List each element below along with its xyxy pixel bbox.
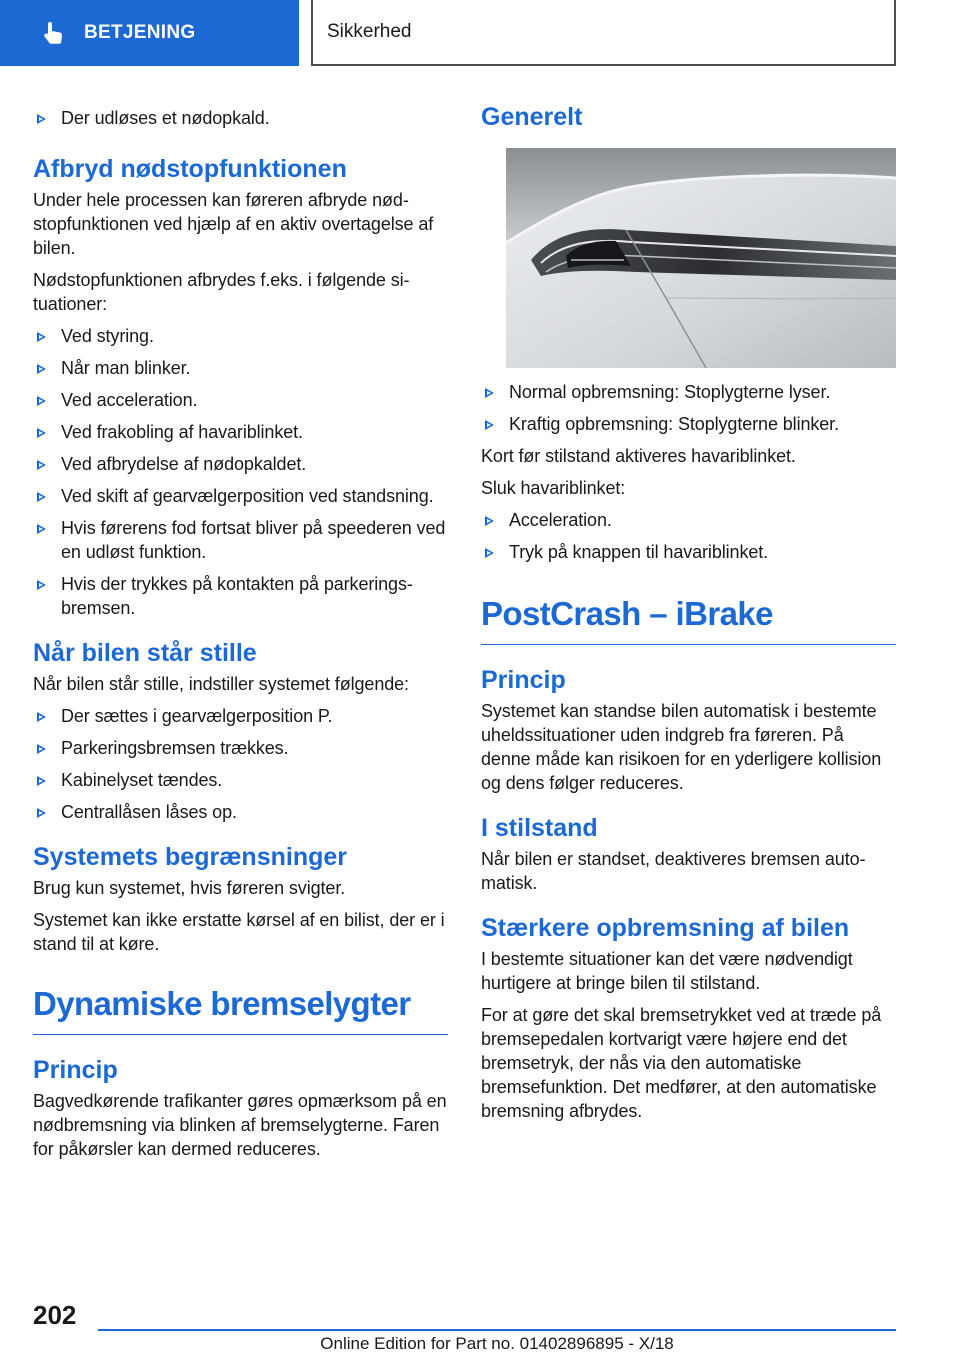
triangle-bullet-icon [485, 388, 494, 398]
triangle-bullet-icon [37, 364, 46, 374]
list-item: Tryk på knappen til havariblinket. [481, 540, 896, 564]
triangle-bullet-icon [37, 460, 46, 470]
heading-princip: Princip [33, 1056, 118, 1084]
heading-staerkere-opbremsning: Stærkere opbremsning af bilen [481, 914, 850, 942]
paragraph: Bagvedkørende trafikanter gøres opmærksom på en nødbremsning via blinken af bremselygterne. Faren for påkørsler kan dermed reduceres. [33, 1091, 447, 1159]
heading-postcrash-ibrake: PostCrash – iBrake [481, 594, 896, 645]
triangle-bullet-icon [37, 808, 46, 818]
paragraph: Når bilen står stille, indstiller systemet følgende: [33, 674, 409, 694]
heading-generelt: Generelt [481, 103, 583, 131]
chapter-tab[interactable] [0, 0, 299, 66]
car-rear-light-image [506, 148, 896, 368]
triangle-bullet-icon [37, 776, 46, 786]
list-item: Kabinelyset tændes. [33, 768, 448, 792]
list-item: Normal opbremsning: Stoplygterne lyser. [481, 380, 896, 404]
triangle-bullet-icon [37, 428, 46, 438]
heading-i-stilstand: I stilstand [481, 814, 598, 842]
hand-pointer-icon [40, 20, 66, 46]
brake-light-illustration [506, 148, 896, 368]
paragraph: Systemet kan ikke erstatte kørsel af en bilist, der er i stand til at køre. [33, 910, 445, 954]
heading-stille: Når bilen står stille [33, 639, 257, 667]
paragraph: Kort før stilstand aktiveres havariblinket. [481, 446, 796, 466]
triangle-bullet-icon [485, 420, 494, 430]
paragraph: For at gøre det skal bremsetrykket ved at træde på bremsepedalen kortvarigt være højere end det bremsetryk, der nås via den automatiske bremsefunktion. Det medfører, at den automatiske bremsning afbrydes. [481, 1005, 882, 1121]
sluk-list [481, 508, 896, 564]
triangle-bullet-icon [485, 548, 494, 558]
stille-list [33, 704, 448, 824]
triangle-bullet-icon [37, 744, 46, 754]
footer-divider [98, 1329, 896, 1331]
chapter-title: BETJENING [84, 22, 196, 43]
list-item: Hvis der trykkes på kontakten på parkeringsbremsen. [33, 572, 448, 620]
list-item: Hvis førerens fod fortsat bliver på speederen ved en udløst funktion. [33, 516, 448, 564]
triangle-bullet-icon [37, 114, 46, 124]
footer-edition: Online Edition for Part no. 01402896895 - X/18 [320, 1334, 674, 1353]
right-column [481, 98, 896, 1131]
paragraph: Nødstopfunktionen afbrydes f.eks. i følgende situationer: [33, 270, 410, 314]
list-item: Ved acceleration. [33, 388, 448, 412]
section-tab[interactable] [311, 0, 896, 66]
triangle-bullet-icon [37, 396, 46, 406]
left-column [33, 98, 448, 1169]
triangle-bullet-icon [485, 516, 494, 526]
list-item: Centrallåsen låses op. [33, 800, 448, 824]
list-item: Når man blinker. [33, 356, 448, 380]
page-number: 202 [33, 1300, 77, 1330]
heading-princip: Princip [481, 666, 566, 694]
paragraph: I bestemte situationer kan det være nødvendigt hurtigere at bringe bilen til stilstand. [481, 949, 853, 993]
list-item: Parkeringsbremsen trækkes. [33, 736, 448, 760]
list-item: Acceleration. [481, 508, 896, 532]
list-item: Der sættes i gearvælgerposition P. [33, 704, 448, 728]
heading-dynamiske-bremselygter: Dynamiske bremselygter [33, 984, 448, 1035]
paragraph: Brug kun systemet, hvis føreren svigter. [33, 878, 346, 898]
paragraph: Sluk havariblinket: [481, 478, 626, 498]
brake-light-list [481, 380, 896, 436]
triangle-bullet-icon [37, 332, 46, 342]
paragraph: Systemet kan standse bilen automatisk i bestemte uheldssituationer uden indgreb fra føreren. På denne måde kan risikoen for en yderligere kollision og dens følger reduceres. [481, 701, 882, 793]
triangle-bullet-icon [37, 524, 46, 534]
triangle-bullet-icon [37, 712, 46, 722]
paragraph: Når bilen er standset, deaktiveres bremsen automatisk. [481, 849, 866, 893]
triangle-bullet-icon [37, 580, 46, 590]
paragraph: Under hele processen kan føreren afbryde nødstopfunktionen ved hjælp af en aktiv overtagelse af bilen. [33, 190, 434, 258]
list-item: Ved frakobling af havariblinket. [33, 420, 448, 444]
emergency-call-list [33, 106, 448, 130]
heading-afbryd: Afbryd nødstopfunktionen [33, 155, 347, 183]
list-item: Der udløses et nødopkald. [33, 106, 448, 130]
list-item: Kraftig opbremsning: Stoplygterne blinker. [481, 412, 896, 436]
list-item: Ved styring. [33, 324, 448, 348]
triangle-bullet-icon [37, 492, 46, 502]
heading-begraensninger: Systemets begrænsninger [33, 843, 347, 871]
afbryd-list [33, 324, 448, 620]
list-item: Ved afbrydelse af nødopkaldet. [33, 452, 448, 476]
list-item: Ved skift af gearvælgerposition ved standsning. [33, 484, 448, 508]
section-title: Sikkerhed [327, 21, 412, 42]
